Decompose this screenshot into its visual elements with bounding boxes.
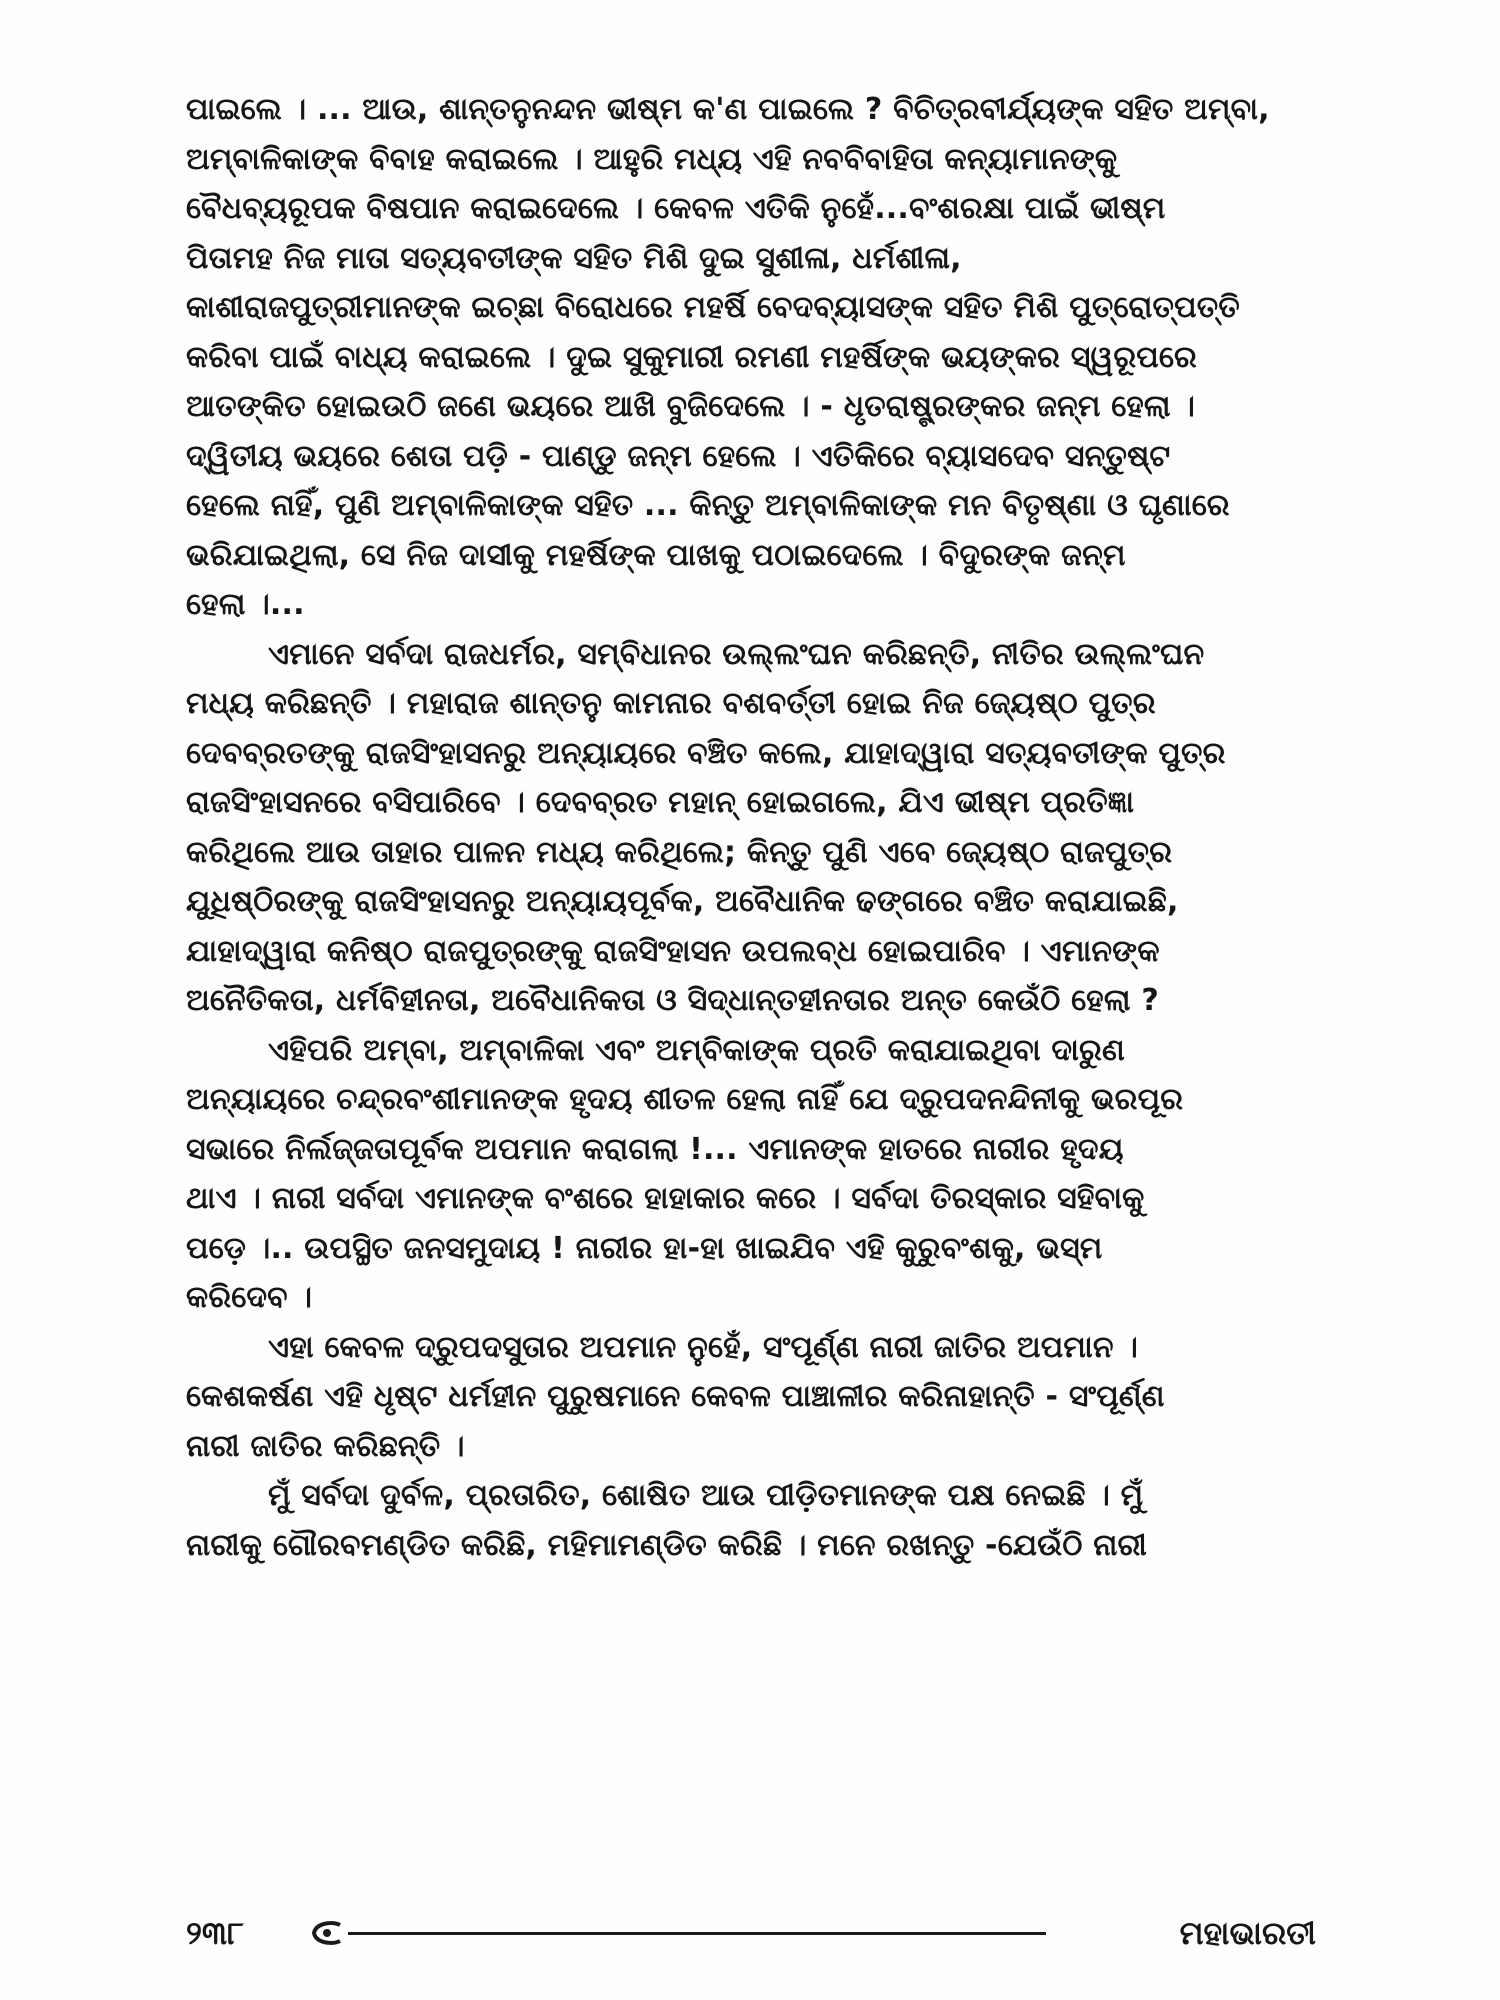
footer-ornament-icon [310,1921,344,1945]
text-line: କରିଦେବ । [186,1280,313,1315]
text-line: ଭରିଯାଇଥିଲା, ସେ ନିଜ ଦାସୀକୁ ମହର୍ଷିଙ୍କ ପାଖକୁ ପଠାଇଦେଲେ । ବିଦୁରଙ୍କ ଜନ୍ମ [186,537,1126,573]
text-line: କରିବା ପାଇଁ ବାଧ୍ୟ କରାଇଲେ । ଦୁଇ ସୁକୁମାରୀ ରମଣୀ ମହର୍ଷିଙ୍କ ଭୟଙ୍କର ସ୍ୱରୂପରେ [186,339,1197,375]
text-line: ନାରୀ ଜାତିର କରିଛନ୍ତି । [186,1428,465,1464]
text-line: ଯାହାଦ୍ୱାରା କନିଷ୍ଠ ରାଜପୁତ୍ରଙ୍କୁ ରାଜସିଂହାସନ ଉପଲବ୍ଧ ହୋଇପାରିବ । ଏମାନଙ୍କ [186,933,1160,969]
text-line: ହେଲା ।... [186,587,305,622]
text-line: ଦେବବ୍ରତଙ୍କୁ ରାଜସିଂହାସନରୁ ଅନ୍ୟାୟରେ ବଞ୍ଚିତ କଲେ, ଯାହାଦ୍ୱାରା ସତ୍ୟବତୀଙ୍କ ପୁତ୍ର [186,735,1226,771]
text-line: ଥାଏ । ନାରୀ ସର୍ବଦା ଏମାନଙ୍କ ବଂଶରେ ହାହାକାର କରେ । ସର୍ବଦା ତିରସ୍କାର ସହିବାକୁ [186,1181,1145,1216]
text-line: କାଶୀରାଜପୁତ୍ରୀମାନଙ୍କ ଇଚ୍ଛା ବିରୋଧରେ ମହର୍ଷି ବେଦବ୍ୟାସଙ୍କ ସହିତ ମିଶି ପୁତ୍ରୋତ୍ପତ୍ତି [186,290,1240,325]
paragraph-start-line: ଏମାନେ ସର୍ବଦା ରାଜଧର୍ମର, ସମ୍ବିଧାନର ଉଲ୍ଲଂଘନ କରିଛନ୍ତି, ନୀତିର ଉଲ୍ଲଂଘନ [268,636,1205,672]
text-line: ଆତଙ୍କିତ ହୋଇଉଠି ଜଣେ ଭୟରେ ଆଖି ବୁଜିଦେଲେ । - ଧୃତରାଷ୍ଟ୍ରଙ୍କର ଜନ୍ମ ହେଲା । [186,389,1196,424]
text-line: ହେଲେ ନାହିଁ, ପୁଣି ଅମ୍ବାଳିକାଙ୍କ ସହିତ ... କିନ୍ତୁ ଅମ୍ବାଳିକାଙ୍କ ମନ ବିତୃଷ୍ଣା ଓ ଘୃଣାରେ [186,488,1230,523]
text-line: ପାଇଲେ । ... ଆଉ, ଶାନ୍ତନୁନନ୍ଦନ ଭୀଷ୍ମ କ'ଣ ପାଇଲେ ? ବିଚିତ୍ରବୀର୍ଯ୍ୟଙ୍କ ସହିତ ଅମ୍ବା, [186,92,1270,127]
text-line: ଅନ୍ୟାୟରେ ଚନ୍ଦ୍ରବଂଶୀମାନଙ୍କ ହୃଦୟ ଶୀତଳ ହେଲା ନାହିଁ ଯେ ଦ୍ରୁପଦନନ୍ଦିନୀକୁ ଭରପୂର [186,1082,1184,1117]
text-line: ଦ୍ୱିତୀୟ ଭୟରେ ଶେତା ପଡ଼ି - ପାଣ୍ଡୁ ଜନ୍ମ ହେଲେ । ଏତିକିରେ ବ୍ୟାସଦେବ ସନ୍ତୁଷ୍ଟ [186,438,1171,474]
text-line: ଅନୈତିକତା, ଧର୍ମବିହୀନତା, ଅବୈଧାନିକତା ଓ ସିଦ୍ଧାନ୍ତହୀନତାର ଅନ୍ତ କେଉଁଠି ହେଲା ? [186,983,1159,1018]
text-line: ସଭାରେ ନିର୍ଲଜ୍ଜତାପୂର୍ବକ ଅପମାନ କରାଗଲା !... ଏମାନଙ୍କ ହାତରେ ନାରୀର ହୃଦୟ [186,1131,1124,1167]
text-line: ମଧ୍ୟ କରିଛନ୍ତି । ମହାରାଜ ଶାନ୍ତନୁ କାମନାର ବଶବର୍ତ୍ତୀ ହୋଇ ନିଜ ଜ୍ୟେଷ୍ଠ ପୁତ୍ର [186,686,1156,721]
paragraph-start-line: ମୁଁ ସର୍ବଦା ଦୁର୍ବଳ, ପ୍ରତାରିତ, ଶୋଷିତ ଆଉ ପୀଡ଼ିତମାନଙ୍କ ପକ୍ଷ ନେଇଛି । ମୁଁ [268,1478,1144,1513]
text-line: ନାରୀକୁ ଗୌରବମଣ୍ଡିତ କରିଛି, ମହିମାମଣ୍ଡିତ କରିଛି । ମନେ ରଖନ୍ତୁ -ଯେଉଁଠି ନାରୀ [186,1527,1148,1563]
text-line: ଯୁଧିଷ୍ଠିରଙ୍କୁ ରାଜସିଂହାସନରୁ ଅନ୍ୟାୟପୂର୍ବକ, ଅବୈଧାନିକ ଢଙ୍ଗରେ ବଞ୍ଚିତ କରାଯାଇଛି, [186,884,1179,919]
text-line: ପଡ଼େ ।.. ଉପସ୍ଥିତ ଜନସମୁଦାୟ ! ନାରୀର ହା-ହା ଖାଇଯିବ ଏହି କୁରୁବଂଶକୁ, ଭସ୍ମ [186,1230,1103,1266]
footer-rule [348,1932,1046,1935]
page-footer [186,1908,1316,1958]
text-line: ରାଜସିଂହାସନରେ ବସିପାରିବେ । ଦେବବ୍ରତ ମହାନ୍ ହୋଇଗଲେ, ଯିଏ ଭୀଷ୍ମ ପ୍ରତିଜ୍ଞା [186,785,1135,820]
page-number: ୨୩୮ [186,1914,244,1952]
text-line: ଅମ୍ବାଳିକାଙ୍କ ବିବାହ କରାଇଲେ । ଆହୁରି ମଧ୍ୟ ଏହି ନବବିବାହିତା କନ୍ୟାମାନଙ୍କୁ [186,141,1118,177]
paragraph-start-line: ଏହିପରି ଅମ୍ବା, ଅମ୍ବାଳିକା ଏବଂ ଅମ୍ବିକାଙ୍କ ପ୍ରତି କରାଯାଇଥିବା ଦାରୁଣ [268,1032,1125,1068]
text-line: କେଶକର୍ଷଣ ଏହି ଧୃଷ୍ଟ ଧର୍ମହୀନ ପୁରୁଷମାନେ କେବଳ ପାଞ୍ଚାଳୀର କରିନାହାନ୍ତି - ସଂପୂର୍ଣ୍ଣ [186,1379,1165,1414]
running-title: ମହାଭାରତୀ [1179,1914,1316,1952]
paragraph-start-line: ଏହା କେବଳ ଦ୍ରୁପଦସୁତାର ଅପମାନ ନୁହେଁ, ସଂପୂର୍ଣ୍ଣ ନାରୀ ଜାତିର ଅପମାନ । [268,1329,1139,1365]
text-line: କରିଥିଲେ ଆଉ ତାହାର ପାଳନ ମଧ୍ୟ କରିଥିଲେ; କିନ୍ତୁ ପୁଣି ଏବେ ଜ୍ୟେଷ୍ଠ ରାଜପୁତ୍ର [186,834,1173,870]
text-line: ପିତାମହ ନିଜ ମାତା ସତ୍ୟବତୀଙ୍କ ସହିତ ମିଶି ଦୁଇ ସୁଶୀଳା, ଧର୍ମଶୀଳା, [186,240,962,276]
body-text [186,85,1316,1570]
text-line: ବୈଧବ୍ୟରୂପକ ବିଷପାନ କରାଇଦେଲେ । କେବଳ ଏତିକି ନୁହେଁ...ବଂଶରକ୍ଷା ପାଇଁ ଭୀଷ୍ମ [186,191,1166,226]
